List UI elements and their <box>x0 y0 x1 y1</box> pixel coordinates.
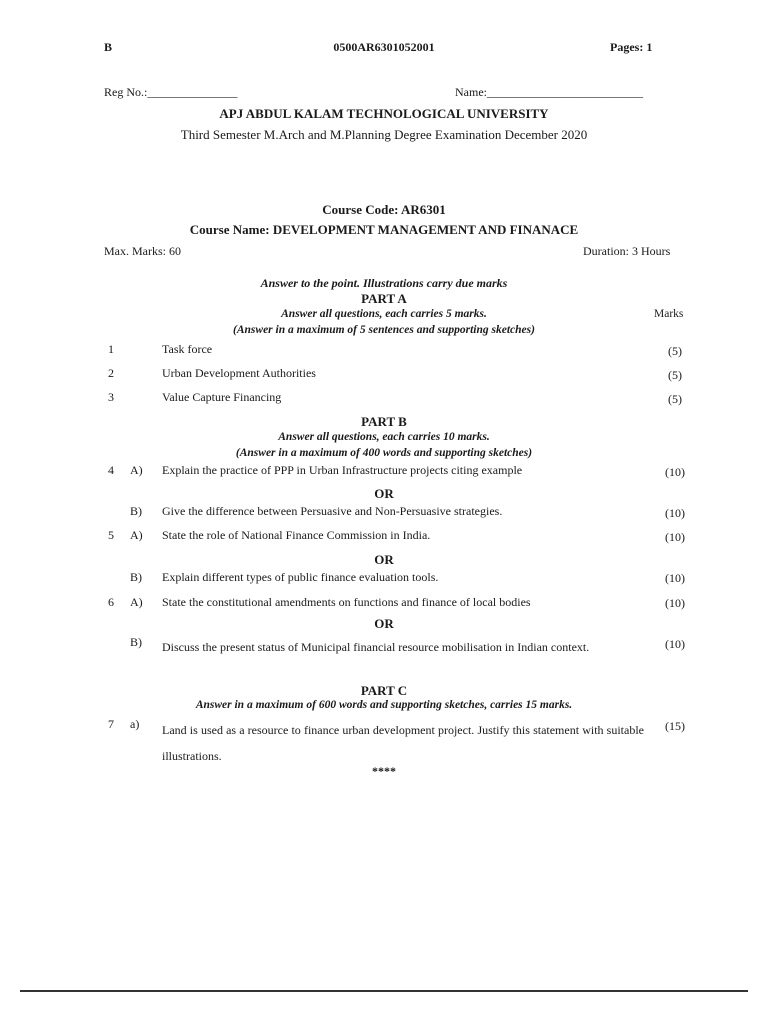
course-name: Course Name: DEVELOPMENT MANAGEMENT AND FINANACE <box>189 222 579 237</box>
question-text: Give the difference between Persuasive and Non-Persuasive strategies. <box>162 504 503 518</box>
question-marks: (10) <box>665 571 685 585</box>
question-marks: (10) <box>665 637 685 651</box>
bottom-divider <box>20 990 748 992</box>
question-text: Explain different types of public finance evaluation tools. <box>162 570 439 584</box>
pages-count: Pages: 1 <box>610 40 653 54</box>
course-code: Course Code: AR6301 <box>322 202 446 217</box>
question-marks: (5) <box>668 392 682 406</box>
question-text: Urban Development Authorities <box>162 366 316 380</box>
paper-code: 0500AR6301052001 <box>333 40 435 54</box>
question-marks: (5) <box>668 344 682 358</box>
question-text: Task force <box>162 342 213 356</box>
end-marker: **** <box>372 764 396 778</box>
question-option: B) <box>130 635 142 649</box>
part-c-title: PART C <box>360 683 408 698</box>
question-marks: (15) <box>665 719 685 733</box>
question-option: B) <box>130 504 142 518</box>
question-marks: (5) <box>668 368 682 382</box>
marks-header: Marks <box>654 308 684 320</box>
question-text: Explain the practice of PPP in Urban Infrastructure projects citing example <box>162 463 523 477</box>
part-a-subinstruction: (Answer in a maximum of 5 sentences and supporting sketches) <box>233 324 535 336</box>
question-text: State the role of National Finance Commission in India. <box>162 528 431 542</box>
part-b-title: PART B <box>361 414 407 429</box>
reg-no-field: Reg No.:_______________ <box>104 85 238 99</box>
question-text: Land is used as a resource to finance urban development project. Justify this statement with suitable illustrations. <box>162 723 644 763</box>
question-option: a) <box>130 717 140 731</box>
question-number: 6 <box>108 595 114 609</box>
question-number: 5 <box>108 528 114 542</box>
question-text: Discuss the present status of Municipal financial resource mobilisation in Indian context. <box>162 640 590 654</box>
question-marks: (10) <box>665 465 685 479</box>
exam-title: Third Semester M.Arch and M.Planning Degree Examination December 2020 <box>180 127 588 142</box>
question-marks: (10) <box>665 506 685 520</box>
duration: Duration: 3 Hours <box>583 244 671 258</box>
max-marks: Max. Marks: 60 <box>104 244 181 258</box>
general-instruction: Answer to the point. Illustrations carry due marks <box>260 276 508 290</box>
part-a-title: PART A <box>361 291 407 306</box>
university-name: APJ ABDUL KALAM TECHNOLOGICAL UNIVERSITY <box>219 106 549 121</box>
question-number: 1 <box>108 342 114 356</box>
part-b-instruction: Answer all questions, each carries 10 marks. <box>278 431 490 443</box>
question-number: 7 <box>108 717 114 731</box>
question-number: 3 <box>108 390 114 404</box>
or-separator: OR <box>374 552 394 567</box>
question-option: A) <box>130 463 143 477</box>
question-text: State the constitutional amendments on functions and finance of local bodies <box>162 595 531 609</box>
part-a-instruction: Answer all questions, each carries 5 marks. <box>281 308 487 320</box>
question-option: B) <box>130 570 142 584</box>
question-text: Value Capture Financing <box>162 390 282 404</box>
or-separator: OR <box>374 616 394 631</box>
or-separator: OR <box>374 486 394 501</box>
part-c-instruction: Answer in a maximum of 600 words and supporting sketches, carries 15 marks. <box>195 699 573 711</box>
question-option: A) <box>130 595 143 609</box>
question-number: 2 <box>108 366 114 380</box>
part-b-subinstruction: (Answer in a maximum of 400 words and supporting sketches) <box>235 447 533 459</box>
question-option: A) <box>130 528 143 542</box>
series-label: B <box>104 40 113 54</box>
name-field: Name:__________________________ <box>455 85 643 99</box>
question-marks: (10) <box>665 530 685 544</box>
question-number: 4 <box>108 463 114 477</box>
question-marks: (10) <box>665 596 685 610</box>
